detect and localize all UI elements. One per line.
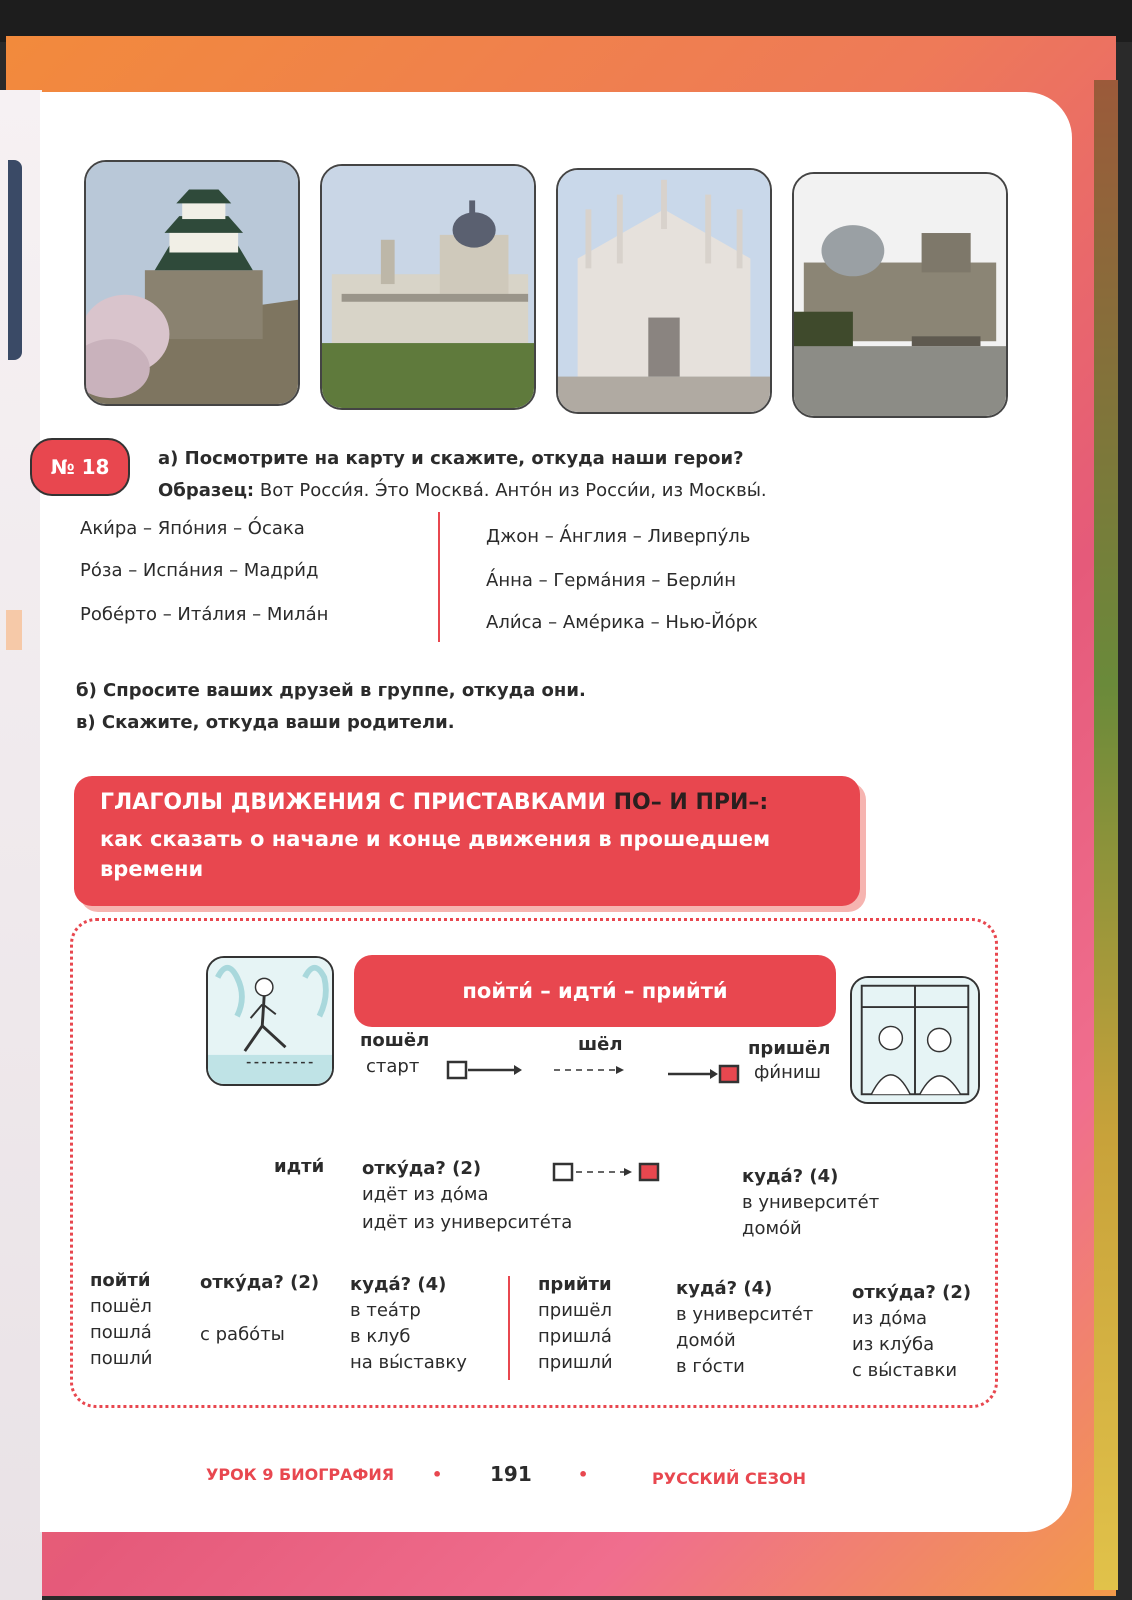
start-verb: пошёл bbox=[360, 1030, 430, 1051]
idti-from-1: идёт из до́ма bbox=[362, 1184, 489, 1205]
direction-arrow-icon bbox=[552, 1160, 664, 1184]
right-row-2: А́нна – Герма́ния – Берли́н bbox=[486, 570, 736, 591]
footer-lesson: УРОК 9 БИОГРАФИЯ bbox=[206, 1465, 395, 1484]
start-arrow-icon bbox=[446, 1058, 526, 1082]
page-stack-edge bbox=[1094, 80, 1118, 1590]
priiti-to-2: домо́й bbox=[676, 1330, 736, 1351]
heading-line1: ГЛАГОЛЫ ДВИЖЕНИЯ С ПРИСТАВКАМИ bbox=[100, 790, 606, 815]
verbs-divider bbox=[508, 1276, 510, 1380]
exercise-number-badge: № 18 bbox=[30, 438, 130, 496]
left-row-2: Ро́за – Испа́ния – Мадри́д bbox=[80, 560, 319, 581]
poiti-to-3: на вы́ставку bbox=[350, 1352, 467, 1373]
poiti-to-1: в теа́тр bbox=[350, 1300, 421, 1321]
poiti-from-1: с рабо́ты bbox=[200, 1324, 285, 1345]
right-row-1: Джон – А́нглия – Ливерпу́ль bbox=[486, 526, 751, 547]
idti-from-2: идёт из университе́та bbox=[362, 1212, 573, 1233]
priiti-form-2: пришла́ bbox=[538, 1326, 612, 1347]
footer-bullet-right: • bbox=[578, 1465, 589, 1484]
poiti-form-3: пошли́ bbox=[90, 1348, 153, 1369]
column-divider bbox=[438, 512, 440, 642]
page-number: 191 bbox=[490, 1462, 532, 1486]
sample-label: Образец: bbox=[158, 480, 255, 501]
poiti-from-question: отку́да? (2) bbox=[200, 1272, 320, 1293]
footer-bullet-left: • bbox=[432, 1465, 443, 1484]
photo-madrid-palace bbox=[320, 164, 536, 410]
priiti-form-3: пришли́ bbox=[538, 1352, 613, 1373]
process-verb: шёл bbox=[578, 1034, 623, 1055]
priiti-to-question: куда́? (4) bbox=[676, 1278, 773, 1299]
process-arrow-icon bbox=[552, 1062, 628, 1078]
heading-subtitle: как сказать о начале и конце движения в прошедшем времени bbox=[100, 827, 771, 881]
sample-line bbox=[158, 480, 767, 501]
sample-text: Вот Росси́я. Э́то Москва́. Анто́н из Росси́и, из Москвы́. bbox=[259, 480, 767, 501]
priiti-from-3: с вы́ставки bbox=[852, 1360, 958, 1381]
task-b: б) Спросите ваших друзей в группе, откуда они. bbox=[76, 680, 586, 701]
poiti-verb: пойти́ bbox=[90, 1270, 151, 1291]
task-c: в) Скажите, откуда ваши родители. bbox=[76, 712, 455, 733]
priiti-from-question: отку́да? (2) bbox=[852, 1282, 972, 1303]
priiti-from-2: из клу́ба bbox=[852, 1334, 935, 1355]
idti-from-question: отку́да? (2) bbox=[362, 1158, 482, 1179]
section-heading bbox=[74, 776, 860, 906]
previous-page-edge bbox=[0, 90, 42, 1600]
photo-milan-cathedral bbox=[556, 168, 772, 414]
verb-triad-title: пойти́ – идти́ – прийти́ bbox=[354, 955, 836, 1027]
priiti-from-1: из до́ма bbox=[852, 1308, 928, 1329]
priiti-form-1: пришёл bbox=[538, 1300, 612, 1321]
task-a: а) Посмотрите на карту и скажите, откуда наши герои? bbox=[158, 448, 744, 469]
photo-berlin-reichstag bbox=[792, 172, 1008, 418]
start-label: старт bbox=[366, 1056, 420, 1077]
priiti-to-3: в го́сти bbox=[676, 1356, 745, 1377]
finish-arrow-icon bbox=[666, 1062, 742, 1086]
poiti-to-2: в клуб bbox=[350, 1326, 411, 1347]
left-row-1: Аки́ра – Япо́ния – О́сака bbox=[80, 518, 305, 539]
left-row-3: Робе́рто – Ита́лия – Мила́н bbox=[80, 604, 329, 625]
end-label: фи́ниш bbox=[754, 1062, 822, 1083]
idti-to-2: домо́й bbox=[742, 1218, 802, 1239]
idti-to-question: куда́? (4) bbox=[742, 1166, 839, 1187]
right-row-3: Али́са – Аме́рика – Нью-Йо́рк bbox=[486, 612, 758, 633]
window-people-illustration bbox=[850, 976, 980, 1104]
idti-verb: идти́ bbox=[274, 1156, 325, 1177]
idti-to-1: в университе́т bbox=[742, 1192, 880, 1213]
poiti-form-1: пошёл bbox=[90, 1296, 152, 1317]
footer-book-title: РУССКИЙ СЕЗОН bbox=[652, 1469, 807, 1488]
heading-prefixes: ПО– И ПРИ–: bbox=[613, 790, 769, 815]
priiti-to-1: в университе́т bbox=[676, 1304, 814, 1325]
walking-man-illustration bbox=[206, 956, 334, 1086]
end-verb: пришёл bbox=[748, 1038, 831, 1059]
poiti-to-question: куда́? (4) bbox=[350, 1274, 447, 1295]
photo-osaka-castle bbox=[84, 160, 300, 406]
priiti-verb: прийти bbox=[538, 1274, 612, 1295]
poiti-form-2: пошла́ bbox=[90, 1322, 152, 1343]
